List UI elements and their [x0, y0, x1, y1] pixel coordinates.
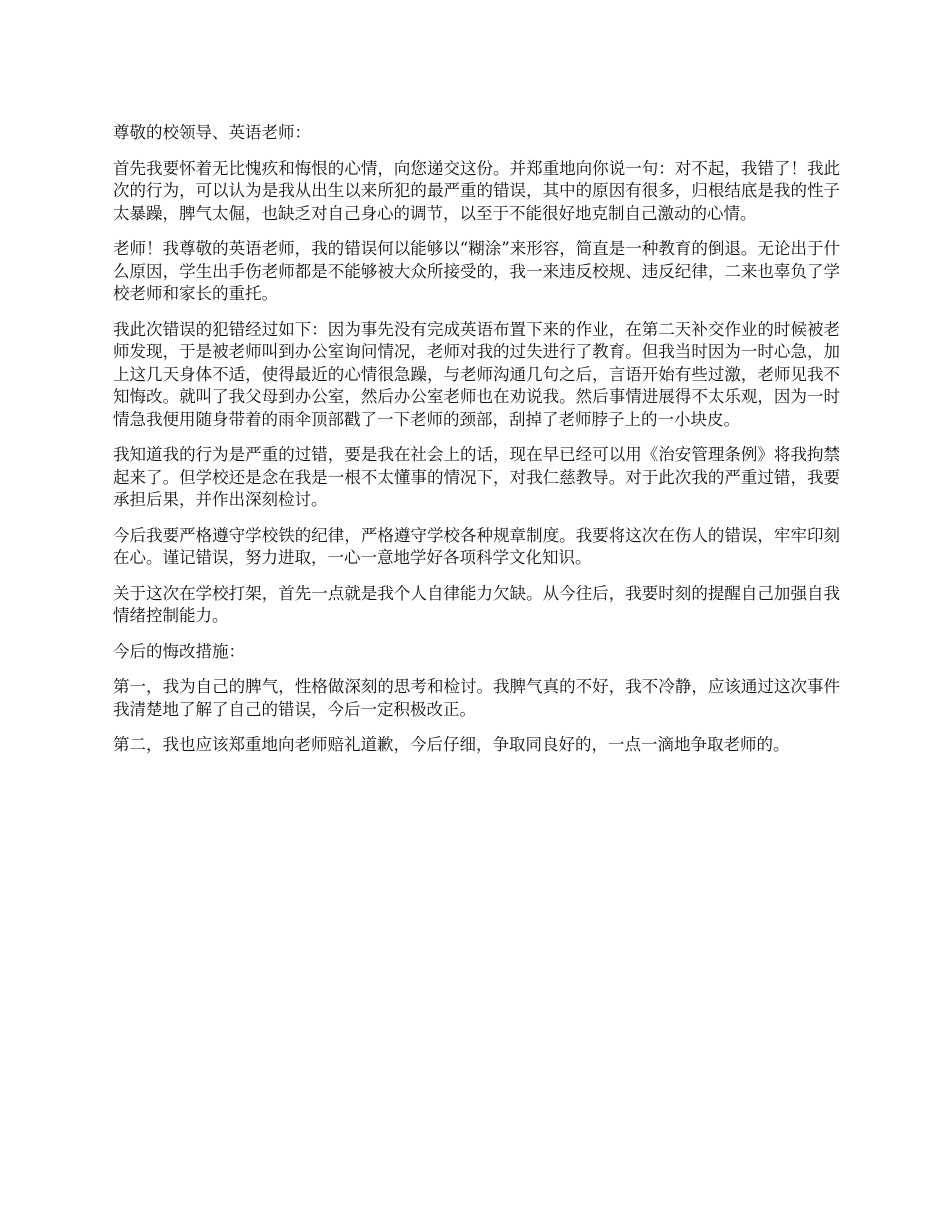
paragraph-incident: 我此次错误的犯错经过如下：因为事先没有完成英语布置下来的作业，在第二天补交作业的时候被老师发现，于是被老师叫到办公室询问情况，老师对我的过失进行了教育。但我当时因为一时心急，加上这几天身体不适，使得最近的心情很急躁，与老师沟通几句之后，言语开始有些过激，老师见我不知悔改。就叫了我父母到办公室，然后办公室老师也在劝说我。然后事情进展得不太乐观，因为一时情急我便用随身带着的雨伞顶部戳了一下老师的颈部，刮掉了老师脖子上的一小块皮。: [113, 319, 840, 429]
paragraph-teacher: 老师！我尊敬的英语老师，我的错误何以能够以“糊涂”来形容，简直是一种教育的倒退。无论出于什么原因，学生出手伤老师都是不能够被大众所接受的，我一来违反校规、违反纪律，二来也辜负了学校老师和家长的重托。: [113, 239, 840, 303]
paragraph-self-control: 关于这次在学校打架，首先一点就是我个人自律能力欠缺。从今往后，我要时刻的提醒自己加强自我情绪控制能力。: [113, 583, 840, 625]
document-body: [113, 122, 840, 770]
paragraph-measure-one: 第一，我为自己的脾气，性格做深刻的思考和检讨。我脾气真的不好，我不冷静，应该通过这次事件我清楚地了解了自己的错误，今后一定积极改正。: [113, 677, 840, 719]
paragraph-measures-heading: 今后的悔改措施：: [113, 641, 245, 661]
paragraph-discipline: 今后我要严格遵守学校铁的纪律，严格遵守学校各种规章制度。我要将这次在伤人的错误，牢牢印刻在心。谨记错误，努力进取，一心一意地学好各项科学文化知识。: [113, 525, 840, 567]
paragraph-apology: 首先我要怀着无比愧疚和悔恨的心情，向您递交这份。并郑重地向你说一句：对不起，我错了！我此次的行为，可以认为是我从出生以来所犯的最严重的错误，其中的原因有很多，归根结底是我的性子太暴躁，脾气太倔，也缺乏对自己身心的调节，以至于不能很好地克制自己激动的心情。: [113, 158, 840, 223]
paragraph-consequence: 我知道我的行为是严重的过错，要是我在社会上的话，现在早已经可以用《治安管理条例》将我拘禁起来了。但学校还是念在我是一根不太懂事的情况下，对我仁慈教导。对于此次我的严重过错，我要承担后果，并作出深刻检讨。: [113, 445, 840, 509]
paragraph-measure-two: 第二，我也应该郑重地向老师赔礼道歉，今后仔细，争取同良好的，一点一滴地争取老师的。: [113, 735, 790, 754]
greeting: 尊敬的校领导、英语老师：: [113, 123, 311, 142]
